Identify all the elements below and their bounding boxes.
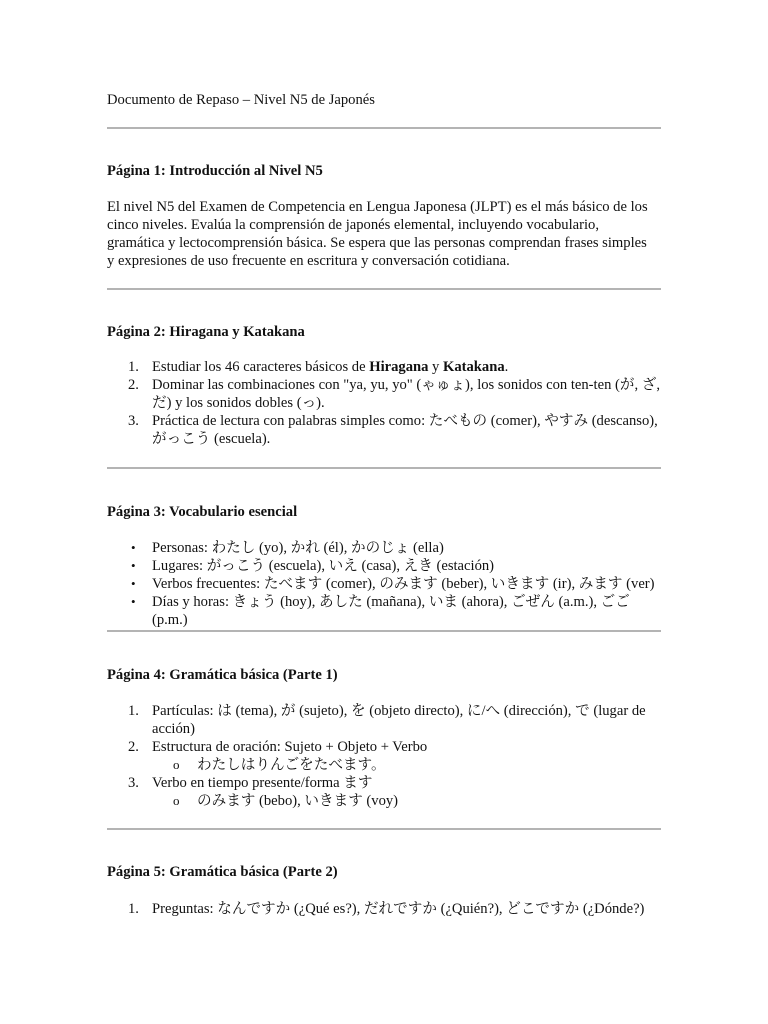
section-5-heading: Página 5: Gramática básica (Parte 2) [107, 864, 338, 880]
list-item-text: Verbos frecuentes: たべます (comer), のみます (beber), いきます (ir), みます (ver) [152, 576, 655, 592]
divider [107, 630, 661, 632]
divider [107, 127, 661, 129]
list-item-text: y [428, 359, 443, 375]
example-sentence: のみます (bebo), いきます (voy) [197, 793, 399, 809]
list-item-text: Estudiar los 46 caracteres básicos de [152, 359, 370, 375]
list-item [107, 539, 662, 557]
section-2-list [107, 358, 662, 448]
document-title: Documento de Repaso – Nivel N5 de Japonés [107, 92, 375, 108]
list-number: 1. [128, 359, 139, 375]
example-sentence: わたしはりんごをたべます。 [197, 757, 386, 773]
list-item [107, 738, 662, 774]
sub-bullet-marker: o [173, 757, 180, 772]
section-3-list [107, 539, 662, 629]
bold-term: Katakana [443, 359, 505, 375]
list-number: 3. [128, 413, 139, 429]
list-number: 1. [128, 901, 139, 917]
divider [107, 467, 661, 469]
list-item-text: Verbo en tiempo presente/forma ます [152, 775, 373, 791]
list-item-text: Dominar las combinaciones con "ya, yu, yo" (ゃゅょ), los sonidos con ten-ten (が, ざ, だ) y los sonidos dobles (っ). [152, 377, 661, 411]
list-number: 2. [128, 739, 139, 755]
list-item-text: Días y horas: きょう (hoy), あした (mañana), いま (ahora), ごぜん (a.m.), ごご (p.m.) [152, 594, 630, 628]
sub-bullet-marker: o [173, 793, 180, 808]
list-item-text: Práctica de lectura con palabras simples como: たべもの (comer), やすみ (descanso), がっこう (escuela). [152, 413, 658, 447]
list-item [107, 557, 662, 575]
list-number: 2. [128, 377, 139, 393]
list-item [107, 593, 662, 629]
section-4-list [107, 702, 662, 810]
section-1-heading: Página 1: Introducción al Nivel N5 [107, 163, 323, 179]
list-item-text: Estructura de oración: Sujeto + Objeto + Verbo [152, 739, 428, 755]
list-item [107, 358, 662, 376]
list-item-text: Preguntas: なんですか (¿Qué es?), だれですか (¿Quién?), どこですか (¿Dónde?) [152, 901, 645, 917]
list-item-text: Personas: わたし (yo), かれ (él), かのじょ (ella) [152, 540, 444, 556]
list-item [107, 900, 662, 918]
section-1-paragraph: El nivel N5 del Examen de Competencia en Lengua Japonesa (JLPT) es el más básico de los cinco niveles. Evalúa la comprensión de japonés elemental, incluyendo vocabulario, gramática y lectocomprensión básica. Se espera que las personas comprendan frases simples y expresiones de uso frecuente en escritura y conversación cotidiana. [107, 199, 648, 269]
sub-list [152, 756, 662, 774]
list-item [107, 376, 662, 412]
list-item [107, 412, 662, 448]
section-5-list [107, 900, 662, 918]
list-item-text: Lugares: がっこう (escuela), いえ (casa), えき (estación) [152, 558, 495, 574]
section-3-heading: Página 3: Vocabulario esencial [107, 504, 298, 520]
sub-list-item [152, 756, 662, 774]
bullet-marker: • [131, 594, 136, 609]
bold-term: Hiragana [369, 359, 429, 375]
list-item [107, 774, 662, 810]
list-item-text: . [504, 359, 509, 375]
divider [107, 288, 661, 290]
section-2-heading: Página 2: Hiragana y Katakana [107, 324, 305, 340]
sub-list-item [152, 792, 662, 810]
list-item [107, 702, 662, 738]
list-item [107, 575, 662, 593]
list-number: 1. [128, 703, 139, 719]
sub-list [152, 792, 662, 810]
bullet-marker: • [131, 540, 136, 555]
bullet-marker: • [131, 576, 136, 591]
bullet-marker: • [131, 558, 136, 573]
section-4-heading: Página 4: Gramática básica (Parte 1) [107, 667, 338, 683]
divider [107, 828, 661, 830]
list-number: 3. [128, 775, 139, 791]
list-item-text: Partículas: は (tema), が (sujeto), を (objeto directo), に/へ (dirección), で (lugar de acción) [152, 703, 646, 737]
